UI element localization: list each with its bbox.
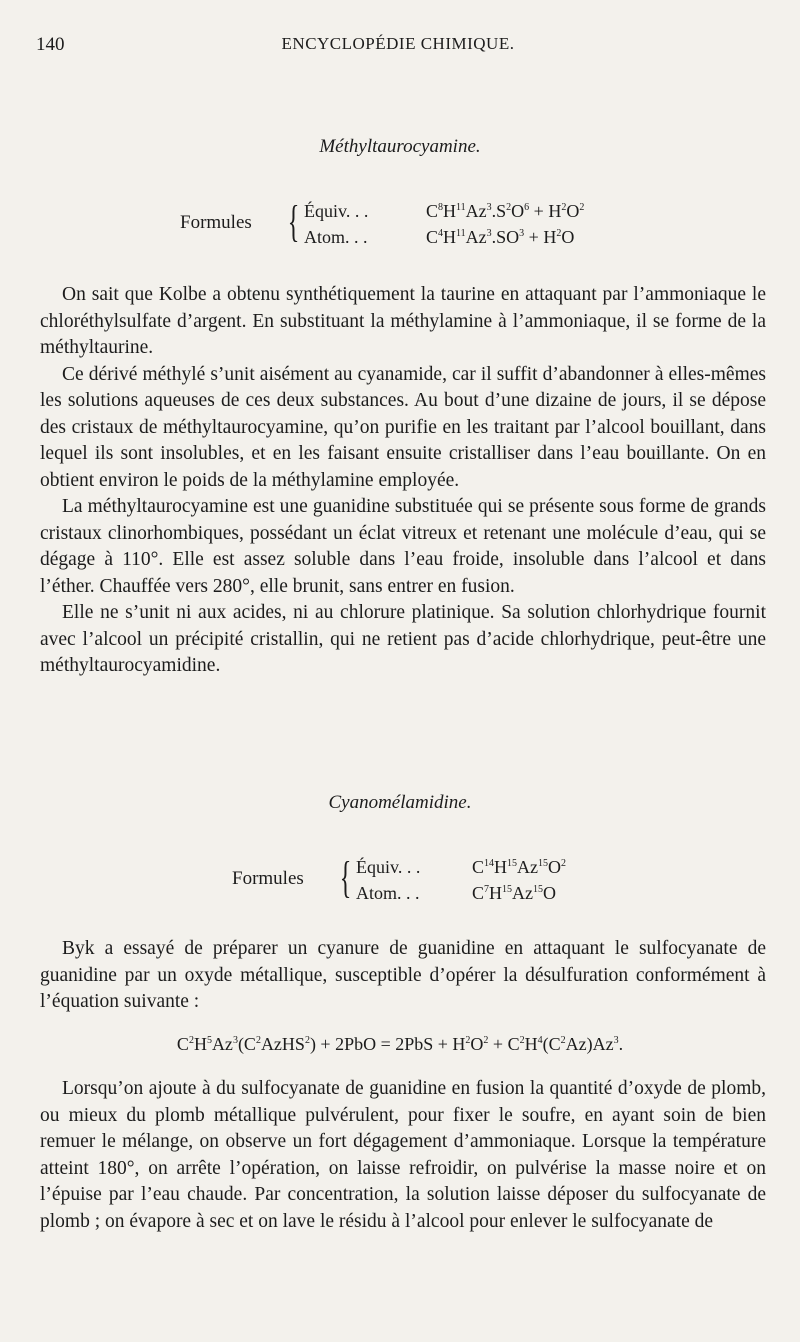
paragraph: On sait que Kolbe a obtenu synthétiquement la taurine en attaquant par l’ammoniaque le chloréthylsulfate d’argent. En substituant la méthylamine à l’ammoniaque, il se forme de la méthyltaurine. xyxy=(40,284,766,358)
formulas-label: Formules xyxy=(180,212,252,233)
formula-block xyxy=(232,852,652,908)
formula-value: $C^8H^{11}Az^3.S^2O^6 + H^2O^2$ xyxy=(426,201,585,221)
section2-intro xyxy=(40,936,766,1016)
page-number: 140 xyxy=(36,34,65,55)
left-brace-icon: { xyxy=(339,853,352,902)
left-brace-icon: { xyxy=(287,197,300,246)
formula-key: Équiv. . . xyxy=(356,857,421,877)
section-title-methyltaurocyamine: Méthyltaurocyamine. xyxy=(319,136,481,157)
formula-value: $C^7H^{15}Az^{15}O$ xyxy=(472,883,557,903)
formula-block xyxy=(180,196,640,252)
section-title-cyanomelamidine: Cyanomélamidine. xyxy=(328,792,472,813)
formulas-label: Formules xyxy=(232,868,304,889)
page-header xyxy=(36,34,760,60)
formula-value: $C^4H^{11}Az^3.SO^3 + H^2O$ xyxy=(426,227,575,247)
desulfuration-equation: $C^2H^5Az^3(C^2AzHS^2) + 2PbO = 2PbS + H^2O^2 + C^2H^4(C^2Az)Az^3$. xyxy=(176,1034,624,1054)
formula-key: Atom. . . xyxy=(356,883,420,903)
running-title: ENCYCLOPÉDIE CHIMIQUE. xyxy=(281,34,515,53)
formula-key: Atom. . . xyxy=(304,227,368,247)
paragraph: Lorsqu’on ajoute à du sulfocyanate de guanidine en fusion la quantité d’oxyde de plomb, ou mieux du plomb métallique pulvérulent, pour fixer le soufre, en ayant soin de bien remuer le mélange, on observe un fort dégagement d’ammoniaque. Lorsque la température atteint 180°, on arrête l’opération, on laisse refroidir, on pulvérise la masse noire et on l’épuise par l’eau chaude. Par concentration, la solution laisse déposer du sulfocyanate de plomb ; on évapore à sec et on lave le résidu à l’alcool pour enlever le sulfocyanate de xyxy=(40,1078,766,1232)
paragraph: Elle ne s’unit ni aux acides, ni au chlorure platinique. Sa solution chlorhydrique fournit avec l’alcool un précipité cristallin, qui ne retient pas d’acide chlorhydrique, peut-être une méthyltaurocyamidine. xyxy=(40,602,766,676)
section2-body xyxy=(40,1076,766,1235)
formula-value: $C^{14}H^{15}Az^{15}O^2$ xyxy=(472,857,567,877)
formula-key: Équiv. . . xyxy=(304,201,369,221)
paragraph: Ce dérivé méthylé s’unit aisément au cyanamide, car il suffit d’abandonner à elles-mêmes les solutions aqueuses de ces deux substances. Au bout d’une dizaine de jours, il se dépose des cristaux de méthyltaurocyamine, qu’on purifie en les traitant par l’alcool bouillant, dans lequel ils sont insolubles, et en les faisant ensuite cristalliser dans l’eau bouillante. On en obtient environ le poids de la méthylamine employée. xyxy=(40,363,766,491)
paragraph: La méthyltaurocyamine est une guanidine substituée qui se présente sous forme de grands cristaux clinorhombiques, possédant un éclat vitreux et retenant une molécule d’eau, qui se dégage à 110°. Elle est assez soluble dans l’eau froide, insoluble dans l’alcool et dans l’éther. Chauffée vers 280°, elle brunit, sans entrer en fusion. xyxy=(40,496,766,597)
section1-body xyxy=(40,282,766,680)
paragraph: Byk a essayé de préparer un cyanure de guanidine en attaquant le sulfocyanate de guanidine par un oxyde métallique, susceptible d’opérer la désulfuration conformément à l’équation suivante : xyxy=(40,938,766,1012)
